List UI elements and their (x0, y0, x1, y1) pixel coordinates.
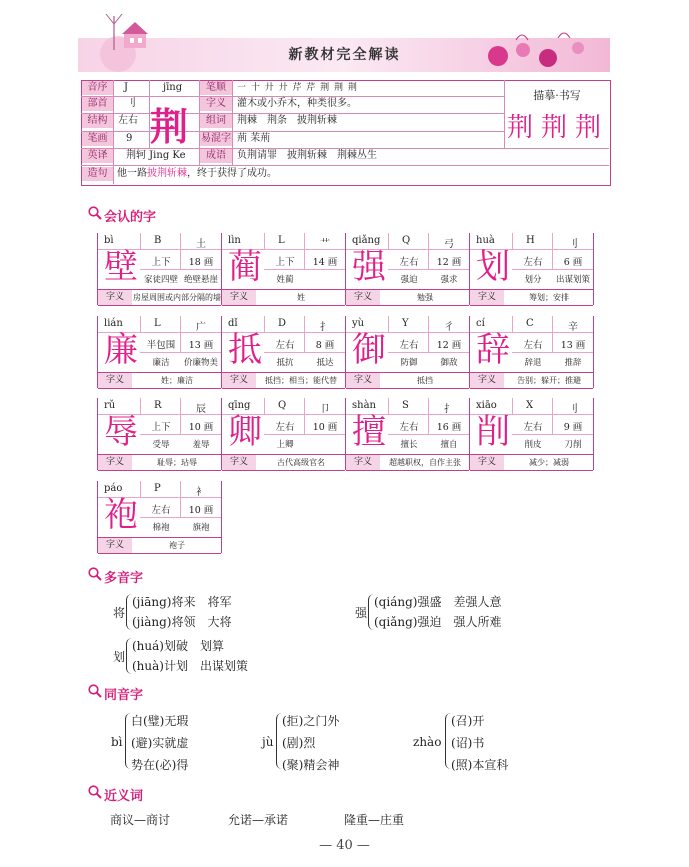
card-def-label: 字义 (346, 455, 380, 470)
label-idioms: 成语 (200, 149, 232, 163)
card-radical: 辰 (196, 404, 206, 415)
card-character: 御 (352, 330, 386, 370)
card-pinyin: páo (104, 483, 123, 494)
polyphone-reading: (qiǎng)强迫 强人所难 (374, 615, 502, 629)
character-card (221, 398, 346, 470)
card-radical: 艹 (320, 239, 330, 250)
card-def-label: 字义 (98, 373, 132, 388)
card-def-label: 字义 (346, 290, 380, 305)
card-definition: 筹划；安排 (529, 293, 569, 302)
homophone-item: 势在(必)得 (131, 758, 189, 772)
magnifier-icon (88, 567, 102, 581)
card-word: 旗袍 (192, 523, 210, 533)
card-word: 出谋划策 (555, 275, 590, 285)
card-pinyin: yù (352, 318, 365, 329)
character-card (469, 233, 594, 305)
card-pinyin: bì (104, 235, 114, 246)
card-definition: 姓 (297, 293, 305, 302)
card-strokes: 13 画 (188, 340, 214, 351)
label-order: 音序 (82, 81, 113, 95)
card-word: 刀削 (564, 440, 582, 450)
card-word: 羞辱 (192, 440, 210, 450)
character-card (469, 316, 594, 388)
card-letter: L (154, 318, 161, 329)
card-definition: 勉强 (417, 293, 433, 302)
character-card (345, 398, 470, 470)
card-def-label: 字义 (470, 373, 504, 388)
confusable-value: 荊 苿荊 (237, 133, 271, 144)
idioms-value: 负荆请罪 披荆斩棘 荆棘丛生 (237, 150, 377, 161)
polyphone-reading: (qiáng)强盛 差强人意 (374, 595, 502, 609)
card-radical: 扌 (320, 322, 330, 333)
card-definition: 抵挡；相当；能代替 (265, 376, 337, 385)
card-character: 壁 (104, 247, 138, 287)
meaning-value: 灌木或小乔木，种类很多。 (237, 98, 357, 109)
card-word: 上卿 (276, 440, 294, 450)
card-word: 推辞 (564, 358, 582, 368)
homophone-item: 白(璧)无瑕 (131, 714, 189, 728)
section-homophone: 同音字 (104, 688, 144, 703)
radical-value: 刂 (126, 98, 136, 109)
label-sentence: 造句 (82, 167, 113, 181)
card-pinyin: lián (104, 318, 123, 329)
card-def-label: 字义 (98, 455, 132, 470)
card-word: 划分 (524, 275, 542, 285)
card-structure: 左右 (523, 340, 543, 351)
card-word: 抵抗 (276, 358, 294, 368)
card-character: 辱 (104, 412, 138, 452)
card-character: 辞 (476, 330, 510, 370)
synonym-pair: 商议—商讨 (110, 813, 171, 827)
copy-char-1: 荆 (507, 113, 534, 143)
character-card (221, 233, 346, 305)
card-word: 抵达 (316, 358, 334, 368)
synonym-pair: 允诺—承诺 (228, 813, 289, 827)
main-character: 荆 (150, 104, 189, 149)
character-card (97, 398, 222, 470)
card-strokes: 13 画 (560, 340, 586, 351)
card-def-label: 字义 (98, 538, 132, 553)
card-structure: 左右 (399, 422, 419, 433)
character-card (97, 316, 222, 388)
card-structure: 半包围 (146, 340, 176, 351)
card-strokes: 14 画 (312, 257, 338, 268)
card-definition: 告别；躲开；推避 (517, 376, 581, 385)
card-pinyin: shàn (352, 400, 376, 411)
polyphone-reading: (huà)计划 出谋划策 (132, 659, 248, 673)
card-structure: 上下 (275, 257, 295, 268)
card-word: 受辱 (152, 440, 170, 450)
card-strokes: 10 画 (312, 422, 338, 433)
card-letter: L (278, 235, 285, 246)
homophone-item: (诏)书 (451, 736, 485, 750)
card-strokes: 10 画 (188, 422, 214, 433)
homophone-item: (照)本宣科 (451, 758, 509, 772)
card-letter: P (154, 483, 161, 494)
polyphone-reading: (jiāng)将来 将军 (132, 595, 232, 609)
card-character: 抵 (228, 330, 262, 370)
homophone-item: (拒)之门外 (282, 714, 340, 728)
card-pinyin: qīng (228, 400, 251, 411)
card-structure: 左右 (399, 340, 419, 351)
character-card (345, 316, 470, 388)
banner-title: 新教材完全解读 (288, 47, 401, 63)
card-pinyin: huà (476, 235, 495, 246)
card-definition: 耻辱；玷辱 (157, 458, 197, 467)
card-word: 家徒四壁 (143, 275, 178, 285)
card-word: 防御 (400, 358, 418, 368)
card-word: 御敌 (440, 358, 458, 368)
card-definition: 超越职权，自作主张 (389, 458, 461, 467)
card-radical: 刂 (568, 404, 578, 415)
polyphone-char: 划 (113, 650, 126, 664)
card-strokes: 16 画 (436, 422, 462, 433)
homophone-item: (避)实就虚 (131, 736, 189, 750)
polyphone-char: 将 (113, 606, 126, 620)
card-radical: 辛 (568, 322, 578, 333)
card-def-label: 字义 (346, 373, 380, 388)
card-radical: 广 (196, 322, 206, 333)
card-word: 绝壁悬崖 (183, 275, 218, 285)
card-structure: 左右 (399, 257, 419, 268)
page-number: — 40 — (319, 838, 370, 853)
card-definition: 袍子 (169, 541, 185, 550)
label-strokes: 笔画 (82, 132, 113, 146)
card-radical: 刂 (568, 239, 578, 250)
character-card (97, 481, 222, 553)
polyphone-reading: (jiàng)将领 大将 (132, 615, 232, 629)
homophone-pinyin: bì (111, 735, 123, 749)
card-character: 卿 (228, 412, 262, 452)
section-synonym: 近义词 (104, 789, 144, 804)
section-polyphone: 多音字 (104, 571, 144, 586)
card-character: 强 (352, 247, 386, 287)
card-strokes: 10 画 (188, 505, 214, 516)
card-definition: 减少；减弱 (529, 458, 569, 467)
card-def-label: 字义 (222, 290, 256, 305)
label-confusable: 易混字 (201, 133, 231, 144)
homophone-pinyin: zhào (413, 735, 442, 749)
card-radical: 衤 (196, 487, 206, 498)
card-strokes: 12 画 (436, 257, 462, 268)
homophone-pinyin: jù (262, 735, 274, 749)
english-value: 荆轲 Jing Ke (126, 150, 186, 161)
character-card (97, 233, 222, 305)
character-card (345, 233, 470, 305)
card-pinyin: cí (476, 318, 485, 329)
card-def-label: 字义 (222, 455, 256, 470)
card-strokes: 9 画 (563, 422, 583, 433)
homophone-item: (剧)烈 (282, 736, 316, 750)
card-word: 姓蔺 (276, 275, 294, 285)
character-card (469, 398, 594, 470)
magnifier-icon (88, 785, 102, 799)
card-letter: D (278, 318, 287, 329)
copy-label: 描摹·书写 (533, 89, 581, 102)
sentence-value: 他一路披荆斩棘，终于获得了成功。 (117, 168, 277, 179)
card-letter: X (526, 400, 534, 411)
card-definition: 抵挡 (417, 376, 433, 385)
card-character: 蔺 (228, 247, 262, 287)
card-structure: 左右 (523, 422, 543, 433)
card-strokes: 6 画 (563, 257, 583, 268)
card-strokes: 8 画 (315, 340, 335, 351)
card-word: 棉袍 (152, 523, 170, 533)
order-value: J (124, 82, 129, 93)
stroke-order-value: 一 十 廾 廾 芹 芹 荆 荆 荆 (237, 83, 358, 93)
card-letter: C (526, 318, 534, 329)
homophone-item: (聚)精会神 (282, 758, 340, 772)
card-pinyin: xiāo (476, 400, 497, 411)
card-letter: H (526, 235, 535, 246)
card-letter: Y (402, 318, 409, 329)
card-letter: B (154, 235, 162, 246)
card-pinyin: lìn (228, 235, 241, 246)
strokes-value: 9 (126, 133, 133, 144)
card-structure: 左右 (275, 422, 295, 433)
card-structure: 上下 (151, 422, 171, 433)
card-pinyin: qiǎng (352, 235, 381, 246)
structure-value: 左右 (118, 115, 138, 126)
label-radical: 部首 (82, 97, 113, 111)
card-word: 擅长 (400, 440, 418, 450)
card-radical: 弓 (444, 239, 454, 250)
card-strokes: 18 画 (188, 257, 214, 268)
card-radical: 卩 (320, 404, 330, 415)
label-words: 组词 (200, 114, 232, 128)
card-word: 擅自 (440, 440, 458, 450)
character-card (221, 316, 346, 388)
card-word: 削皮 (524, 440, 542, 450)
card-definition: 房屋周围或内部分隔的墙 (133, 293, 221, 302)
card-character: 削 (476, 412, 510, 452)
card-word: 廉洁 (152, 358, 170, 368)
card-character: 袍 (104, 495, 138, 535)
card-definition: 姓；廉洁 (161, 376, 193, 385)
words-value: 荆棘 荆条 披荆斩棘 (237, 115, 337, 126)
synonym-pair: 隆重—庄重 (344, 813, 405, 827)
card-pinyin: dǐ (228, 318, 238, 329)
copy-char-3: 荆 (575, 113, 602, 143)
card-word: 辞退 (524, 358, 542, 368)
magnifier-icon (88, 684, 102, 698)
card-radical: 土 (196, 239, 206, 250)
copy-char-2: 荆 (541, 113, 568, 143)
card-word: 价廉物美 (183, 358, 218, 368)
card-word: 强求 (440, 275, 458, 285)
section-recognize: 会认的字 (104, 210, 157, 225)
label-stroke-order: 笔顺 (200, 81, 232, 95)
label-structure: 结构 (82, 114, 113, 128)
polyphone-char: 强 (355, 606, 368, 620)
card-radical: 扌 (444, 404, 454, 415)
card-radical: 彳 (444, 322, 454, 333)
card-letter: Q (278, 400, 287, 411)
card-pinyin: rǔ (104, 400, 116, 411)
magnifier-icon (88, 206, 102, 220)
card-structure: 左右 (523, 257, 543, 268)
card-character: 擅 (352, 412, 386, 452)
card-character: 廉 (104, 330, 138, 370)
card-letter: R (154, 400, 162, 411)
card-character: 划 (476, 247, 510, 287)
card-letter: S (402, 400, 409, 411)
card-structure: 上下 (151, 257, 171, 268)
homophone-item: (召)开 (451, 714, 485, 728)
card-structure: 左右 (151, 505, 171, 516)
card-def-label: 字义 (470, 455, 504, 470)
card-def-label: 字义 (470, 290, 504, 305)
card-word: 强迫 (400, 275, 418, 285)
card-definition: 古代高级官名 (277, 458, 325, 467)
pinyin-value: jīng (163, 82, 183, 93)
label-english: 英译 (82, 149, 113, 163)
card-def-label: 字义 (98, 290, 132, 305)
card-strokes: 12 画 (436, 340, 462, 351)
card-structure: 左右 (275, 340, 295, 351)
card-letter: Q (402, 235, 411, 246)
polyphone-reading: (huá)划破 划算 (132, 639, 224, 653)
card-def-label: 字义 (222, 373, 256, 388)
label-meaning: 字义 (200, 97, 232, 111)
